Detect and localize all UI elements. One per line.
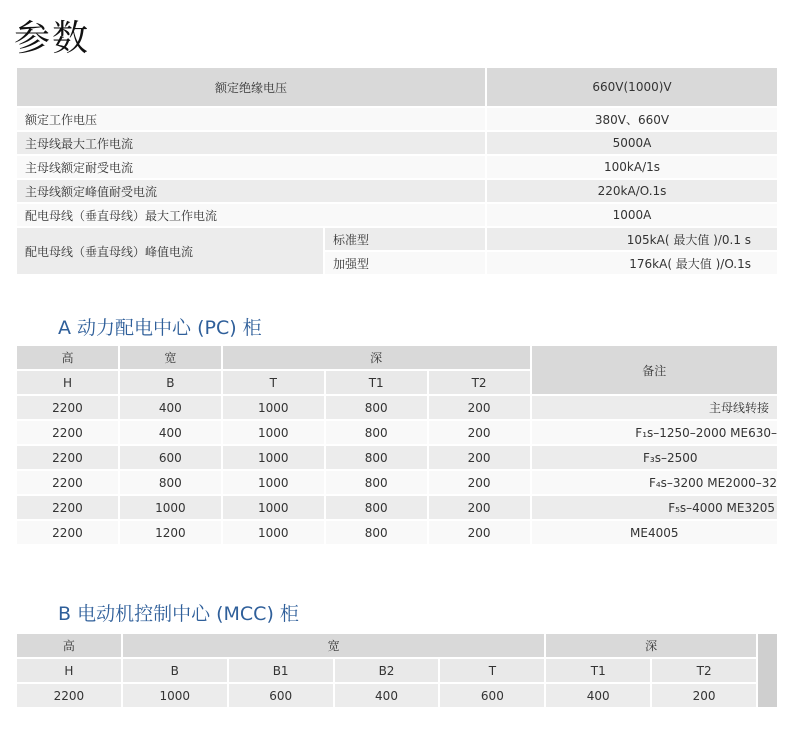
cell-t: 1000 — [223, 421, 324, 444]
cell-b2: 400 — [335, 684, 439, 707]
col-header-h: H — [17, 659, 121, 682]
cell-remark: ME4005 — [532, 521, 777, 544]
param-label: 额定工作电压 — [17, 108, 485, 130]
section-b-title: B 电动机控制中心 (MCC) 柜 — [58, 603, 299, 625]
col-header-depth: 深 — [223, 346, 530, 369]
table-row — [17, 684, 777, 707]
cell-b: 400 — [120, 421, 221, 444]
cell-t: 600 — [440, 684, 544, 707]
cell-t2: 200 — [429, 471, 530, 494]
table-header-row — [17, 346, 777, 369]
param-value: 100kA/1s — [487, 156, 777, 178]
cell-t: 1000 — [223, 471, 324, 494]
table-row — [17, 204, 777, 226]
table-row — [17, 471, 777, 494]
cell-t: 1000 — [223, 446, 324, 469]
col-header-width: 宽 — [120, 346, 221, 369]
col-header-t: T — [440, 659, 544, 682]
col-header-height: 高 — [17, 346, 118, 369]
table-row — [17, 396, 777, 419]
cell-t2: 200 — [652, 684, 756, 707]
col-header-t1: T1 — [546, 659, 650, 682]
param-subtype: 标准型 — [325, 228, 485, 250]
cell-t1: 800 — [326, 471, 427, 494]
table-row — [17, 108, 777, 130]
col-header-b: B — [123, 659, 227, 682]
cell-remark: F₅s–4000 ME3205 — [532, 496, 777, 519]
param-label: 配电母线（垂直母线）最大工作电流 — [17, 204, 485, 226]
col-header-t1: T1 — [326, 371, 427, 394]
table-row — [17, 521, 777, 544]
cell-t1: 800 — [326, 421, 427, 444]
param-label: 主母线额定耐受电流 — [17, 156, 485, 178]
cell-b: 400 — [120, 396, 221, 419]
pc-dimensions-table — [15, 344, 779, 546]
cell-b: 1000 — [123, 684, 227, 707]
param-value: 380V、660V — [487, 108, 777, 130]
table-row — [17, 421, 777, 444]
cell-t2: 200 — [429, 421, 530, 444]
table-edge — [758, 634, 777, 707]
col-header-remark: 备注 — [532, 346, 777, 394]
cell-t: 1000 — [223, 496, 324, 519]
cell-remark: F₁s–1250–2000 ME630– — [532, 421, 777, 444]
col-header-height: 高 — [17, 634, 121, 657]
cell-h: 2200 — [17, 496, 118, 519]
table-header-row — [17, 68, 777, 106]
cell-t: 1000 — [223, 396, 324, 419]
param-subtype: 加强型 — [325, 252, 485, 274]
cell-h: 2200 — [17, 446, 118, 469]
cell-h: 2200 — [17, 421, 118, 444]
col-header-width: 宽 — [123, 634, 544, 657]
cell-b: 1200 — [120, 521, 221, 544]
section-a-title: A 动力配电中心 (PC) 柜 — [58, 317, 262, 339]
table-row — [17, 496, 777, 519]
rated-insulation-voltage-value: 660V(1000)V — [487, 68, 777, 106]
col-header-t2: T2 — [652, 659, 756, 682]
parameters-table — [15, 66, 779, 276]
col-header-b: B — [120, 371, 221, 394]
table-header-row — [17, 659, 777, 682]
cell-b: 1000 — [120, 496, 221, 519]
param-label: 配电母线（垂直母线）峰值电流 — [17, 228, 323, 274]
table-row — [17, 180, 777, 202]
cell-b: 600 — [120, 446, 221, 469]
cell-h: 2200 — [17, 471, 118, 494]
cell-t1: 800 — [326, 496, 427, 519]
cell-remark: 主母线转接 — [532, 396, 777, 419]
table-row — [17, 446, 777, 469]
param-value: 220kA/O.1s — [487, 180, 777, 202]
table-row — [17, 228, 777, 250]
cell-t1: 800 — [326, 396, 427, 419]
mcc-dimensions-table — [15, 632, 779, 709]
param-value: 1000A — [487, 204, 777, 226]
rated-insulation-voltage-label: 额定绝缘电压 — [17, 68, 485, 106]
cell-h: 2200 — [17, 521, 118, 544]
param-value: 105kA( 最大值 )/0.1 s — [487, 228, 777, 250]
cell-h: 2200 — [17, 396, 118, 419]
cell-t: 1000 — [223, 521, 324, 544]
table-header-row — [17, 634, 777, 657]
page-title: 参数 — [14, 18, 91, 59]
cell-t2: 200 — [429, 521, 530, 544]
cell-b: 800 — [120, 471, 221, 494]
param-label: 主母线额定峰值耐受电流 — [17, 180, 485, 202]
cell-b1: 600 — [229, 684, 333, 707]
cell-t1: 800 — [326, 446, 427, 469]
cell-h: 2200 — [17, 684, 121, 707]
table-row — [17, 132, 777, 154]
param-value: 176kA( 最大值 )/O.1s — [487, 252, 777, 274]
col-header-b1: B1 — [229, 659, 333, 682]
col-header-t: T — [223, 371, 324, 394]
cell-t2: 200 — [429, 446, 530, 469]
cell-remark: F₃s–2500 — [532, 446, 777, 469]
col-header-h: H — [17, 371, 118, 394]
param-value: 5000A — [487, 132, 777, 154]
param-label: 主母线最大工作电流 — [17, 132, 485, 154]
col-header-t2: T2 — [429, 371, 530, 394]
cell-remark: F₄s–3200 ME2000–32 — [532, 471, 777, 494]
col-header-depth: 深 — [546, 634, 756, 657]
cell-t2: 200 — [429, 396, 530, 419]
cell-t1: 400 — [546, 684, 650, 707]
col-header-b2: B2 — [335, 659, 439, 682]
cell-t1: 800 — [326, 521, 427, 544]
table-row — [17, 156, 777, 178]
cell-t2: 200 — [429, 496, 530, 519]
